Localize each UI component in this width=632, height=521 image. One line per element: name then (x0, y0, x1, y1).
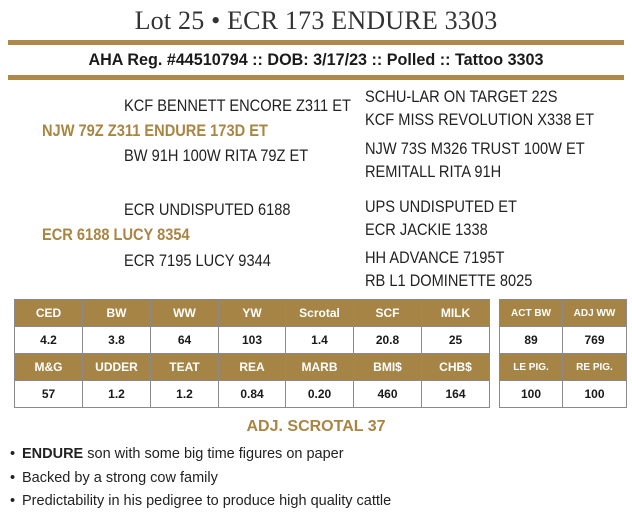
sire-dam-dam: REMITALL RITA 91H (365, 162, 502, 181)
measure-header: ACT BW (500, 300, 563, 327)
sire-dam-sire: NJW 73S M326 TRUST 100W ET (365, 139, 585, 158)
dam-sire-dam: ECR JACKIE 1338 (365, 220, 488, 239)
epd-value: 20.8 (354, 327, 422, 354)
epd-header: SCF (354, 300, 422, 327)
sire-sire-sire: SCHU-LAR ON TARGET 22S (365, 87, 558, 106)
list-item: • Predictability in his pedigree to produce high quality cattle (10, 493, 392, 509)
epd-value: 0.84 (219, 381, 286, 408)
dam-dam-sire: HH ADVANCE 7195T (365, 248, 505, 267)
epd-header: Scrotal (286, 300, 354, 327)
dam-sire: ECR UNDISPUTED 6188 (124, 200, 291, 219)
bullet-text: Predictability in his pedigree to produce high quality cattle (22, 493, 392, 509)
dam: ECR 6188 LUCY 8354 (42, 225, 190, 244)
epd-header: MILK (422, 300, 490, 327)
epd-value: 57 (15, 381, 83, 408)
measure-header: LE PIG. (500, 354, 563, 381)
bullet-text: son with some big time figures on paper (83, 446, 344, 462)
top-divider (8, 40, 624, 45)
measure-value: 769 (563, 327, 627, 354)
list-item: • Backed by a strong cow family (10, 469, 218, 486)
epd-header: REA (219, 354, 286, 381)
epd-header: M&G (15, 354, 83, 381)
list-item: • ENDURE son with some big time figures on paper (10, 446, 344, 462)
epd-value: 164 (422, 381, 490, 408)
sire-sire-dam: KCF MISS REVOLUTION X338 ET (365, 110, 595, 129)
bottom-divider (8, 75, 624, 80)
measure-value: 100 (500, 381, 563, 408)
epd-header: WW (151, 300, 219, 327)
epd-value: 0.20 (286, 381, 354, 408)
dam-sire-sire: UPS UNDISPUTED ET (365, 197, 517, 216)
registration-line: AHA Reg. #44510794 :: DOB: 3/17/23 :: Polled :: Tattoo 3303 (88, 50, 544, 69)
epd-value: 103 (219, 327, 286, 354)
highlights-list (10, 443, 391, 514)
bullet-text: Backed by a strong cow family (22, 469, 218, 486)
sire: NJW 79Z Z311 ENDURE 173D ET (42, 121, 268, 140)
epd-table (14, 299, 490, 408)
epd-header: BW (83, 300, 151, 327)
epd-header: CED (15, 300, 83, 327)
sire-sire: KCF BENNETT ENCORE Z311 ET (124, 96, 351, 115)
epd-value: 3.8 (83, 327, 151, 354)
epd-header: MARB (286, 354, 354, 381)
epd-value: 64 (151, 327, 219, 354)
sire-dam: BW 91H 100W RITA 79Z ET (124, 146, 309, 165)
adj-scrotal: ADJ. SCROTAL 37 (246, 418, 386, 435)
epd-value: 1.4 (286, 327, 354, 354)
epd-header: UDDER (83, 354, 151, 381)
measure-header: ADJ WW (563, 300, 627, 327)
measure-header: RE PIG. (563, 354, 627, 381)
epd-header: YW (219, 300, 286, 327)
epd-value: 460 (354, 381, 422, 408)
bullet-bold: ENDURE (22, 446, 84, 462)
epd-header: BMI$ (354, 354, 422, 381)
epd-value: 25 (422, 327, 490, 354)
dam-dam-dam: RB L1 DOMINETTE 8025 (365, 271, 533, 290)
measure-value: 89 (500, 327, 563, 354)
dam-dam: ECR 7195 LUCY 9344 (124, 251, 271, 270)
epd-header: CHB$ (422, 354, 490, 381)
epd-value: 4.2 (15, 327, 83, 354)
epd-value: 1.2 (151, 381, 219, 408)
lot-title: Lot 25 • ECR 173 ENDURE 3303 (134, 6, 498, 35)
measure-value: 100 (563, 381, 627, 408)
epd-value: 1.2 (83, 381, 151, 408)
epd-header: TEAT (151, 354, 219, 381)
actual-measurements-table (499, 299, 627, 408)
